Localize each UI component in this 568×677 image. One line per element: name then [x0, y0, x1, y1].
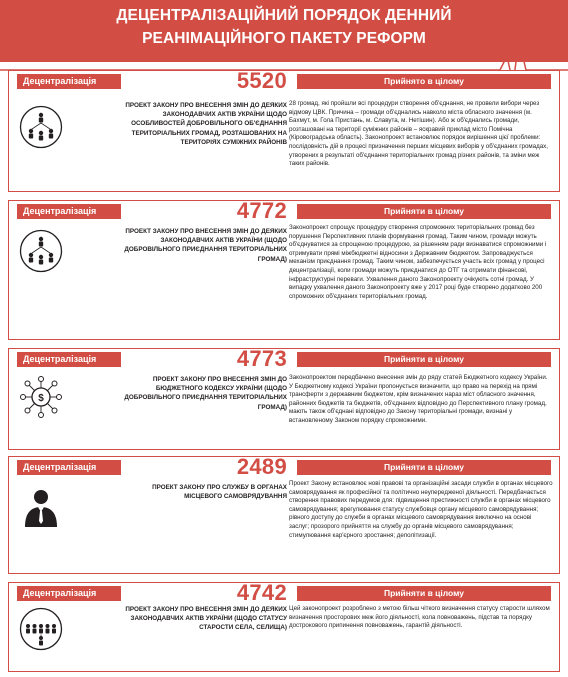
category-badge: Децентралізація — [17, 586, 121, 601]
bill-description: 28 громад, які пройшли всі процедури створення об'єднання, не провели вибори через відмову ЦВК. Причина – громади об'єднались навколо міста обласного значення (м. Бахмут, м. Гола Пристань, м. Славута, м. Нетішин). Або ж об'єднались громади, розташовані на території суміжних районів – яскравий приклад місто Помічна (Кіровоградська область). Законопроект встановлює порядок вирішення цієї проблеми: послідовність дій в процесі призначення перших місцевих виборів у об'єднаних громадах, утворених в результаті об'єднання територіальних громад різних районів, та зміни меж таких районів. — [289, 100, 548, 168]
bill-number: 4742 — [236, 580, 287, 605]
money-network-icon — [19, 375, 63, 419]
reform-card — [8, 200, 560, 340]
people-network-icon — [19, 229, 63, 273]
bill-description: Законопроект спрощує процедуру створення спроможних територіальних громад без порушення Перспективних планів формування громад. Таким чином, громади можуть об'єднуватися за спрощеною процедурою, за рішенням ради визнаватися спроможними і отримувати прямі міжбюджетні відносини з Державним бюджетом. Запроваджується механізм приєднання громад. Таким чином, забезпечується участь всіх громад у процесі децентралізації, коли громади можуть приєднатися до ОТГ та отримати фінансові, інфраструктурні переваги. Ухвалення даного Законопроекту очікують сотні громад. У випадку ухвалення даного Законопроекту вже у 2017 році буде створено додатково 200 спроможних об'єднаних територіальних громад. — [289, 224, 547, 300]
bill-number: 5520 — [236, 68, 287, 93]
reform-card — [8, 456, 560, 574]
bill-number: 4773 — [236, 346, 287, 371]
reform-card — [8, 348, 560, 450]
bill-description: Проект Закону встановлює нові правові та організаційні засади служби в органах місцевого самоврядування як професійної та політично неупередженої діяльності. Передбачається створення правових передумов для: підвищення престижності служби в органах місцевого самоврядування; врегулювання статусу службовця органу місцевого самоврядування; рівного доступу до служби в органах місцевого самоврядування виключно на основі заслуг; прозорого прийняття на службу до органів місцевого самоврядування; стимулювання кар'єрного зростання; деполітизації. — [289, 480, 553, 539]
header-title-line2: РЕАНІМАЦІЙНОГО ПАКЕТУ РЕФОРМ — [142, 30, 426, 47]
reform-card — [8, 70, 560, 192]
bill-number: 4772 — [236, 198, 287, 223]
header-title-line1: ДЕЦЕНТРАЛІЗАЦІЙНИЙ ПОРЯДОК ДЕННИЙ — [116, 7, 452, 24]
category-badge: Децентралізація — [17, 460, 121, 475]
village-elder-icon — [19, 607, 63, 651]
bill-description: Цей законопроект розроблено з метою більш чіткого визначення статусу старости шляхом визначення просторових меж його діяльності, кола повноважень, підстав та порядку дострокового припинення повноважень, гарантій діяльності. — [289, 605, 550, 630]
status-badge: Прийнято в цілому — [297, 74, 551, 89]
bill-description: Законопроектом передбачено внесення змін до ряду статей Бюджетного кодексу України. У Бюджетному кодексі України пропонується визначити, що право на перехід на прямі трансферти з державним бюджетом, крім визначених нараз міст обласного значення, районних бюджетів та бюджетів, об'єднаних відповідно до Перспективного плану громад, мають також об'єднані відповідно до Закону територіальні громади, визнані у встановленому Законом порядку спроможними. — [289, 374, 548, 424]
people-network-icon — [19, 105, 63, 149]
status-badge: Прийняти в цілому — [297, 352, 551, 367]
bill-title: ПРОЕКТ ЗАКОНУ ПРО ВНЕСЕННЯ ЗМІН ДО БЮДЖЕТНОГО КОДЕКСУ УКРАЇНИ (ЩОДО ДОБРОВІЛЬНОГО ПРИЄДНАННЯ ТЕРИТОРІАЛЬНИХ ГРОМАД) — [124, 376, 287, 411]
bill-title: ПРОЕКТ ЗАКОНУ ПРО ВНЕСЕННЯ ЗМІН ДО ДЕЯКИХ ЗАКОНОДАВЧИХ АКТІВ УКРАЇНИ (ЩОДО СТАТУСУ СТАРОСТИ СЕЛА, СЕЛИЩА) — [125, 606, 287, 632]
status-badge: Прийняти в цілому — [297, 460, 551, 475]
category-badge: Децентралізація — [17, 74, 121, 89]
category-badge: Децентралізація — [17, 204, 121, 219]
status-badge: Прийняти в цілому — [297, 204, 551, 219]
bill-title: ПРОЕКТ ЗАКОНУ ПРО ВНЕСЕННЯ ЗМІН ДО ДЕЯКИХ ЗАКОНОДАВЧИХ АКТІВ УКРАЇНИ ЩОДО ОСОБЛИВОСТЕЙ ДОБРОВІЛЬНОГО ОБ'ЄДНАННЯ ТЕРИТОРІАЛЬНИХ ГРОМАД, РОЗТАШОВАНИХ НА ТЕРИТОРІЯХ СУМІЖНИХ РАЙОНІВ — [125, 102, 287, 146]
official-person-icon — [19, 485, 63, 529]
category-badge: Децентралізація — [17, 352, 121, 367]
bill-number: 2489 — [236, 454, 287, 479]
status-badge: Прийняти в цілому — [297, 586, 551, 601]
reform-card — [8, 582, 560, 672]
bill-title: ПРОЕКТ ЗАКОНУ ПРО СЛУЖБУ В ОРГАНАХ МІСЦЕВОГО САМОВРЯДУВАННЯ — [152, 484, 287, 501]
svg-text:$: $ — [38, 393, 44, 404]
bill-title: ПРОЕКТ ЗАКОНУ ПРО ВНЕСЕННЯ ЗМІН ДО ДЕЯКИХ ЗАКОНОДАВЧИХ АКТІВ УКРАЇНИ (ЩОДО ДОБРОВІЛЬНОГО ПРИЄДНАННЯ ТЕРИТОРІАЛЬНИХ ГРОМАД) — [124, 228, 287, 263]
